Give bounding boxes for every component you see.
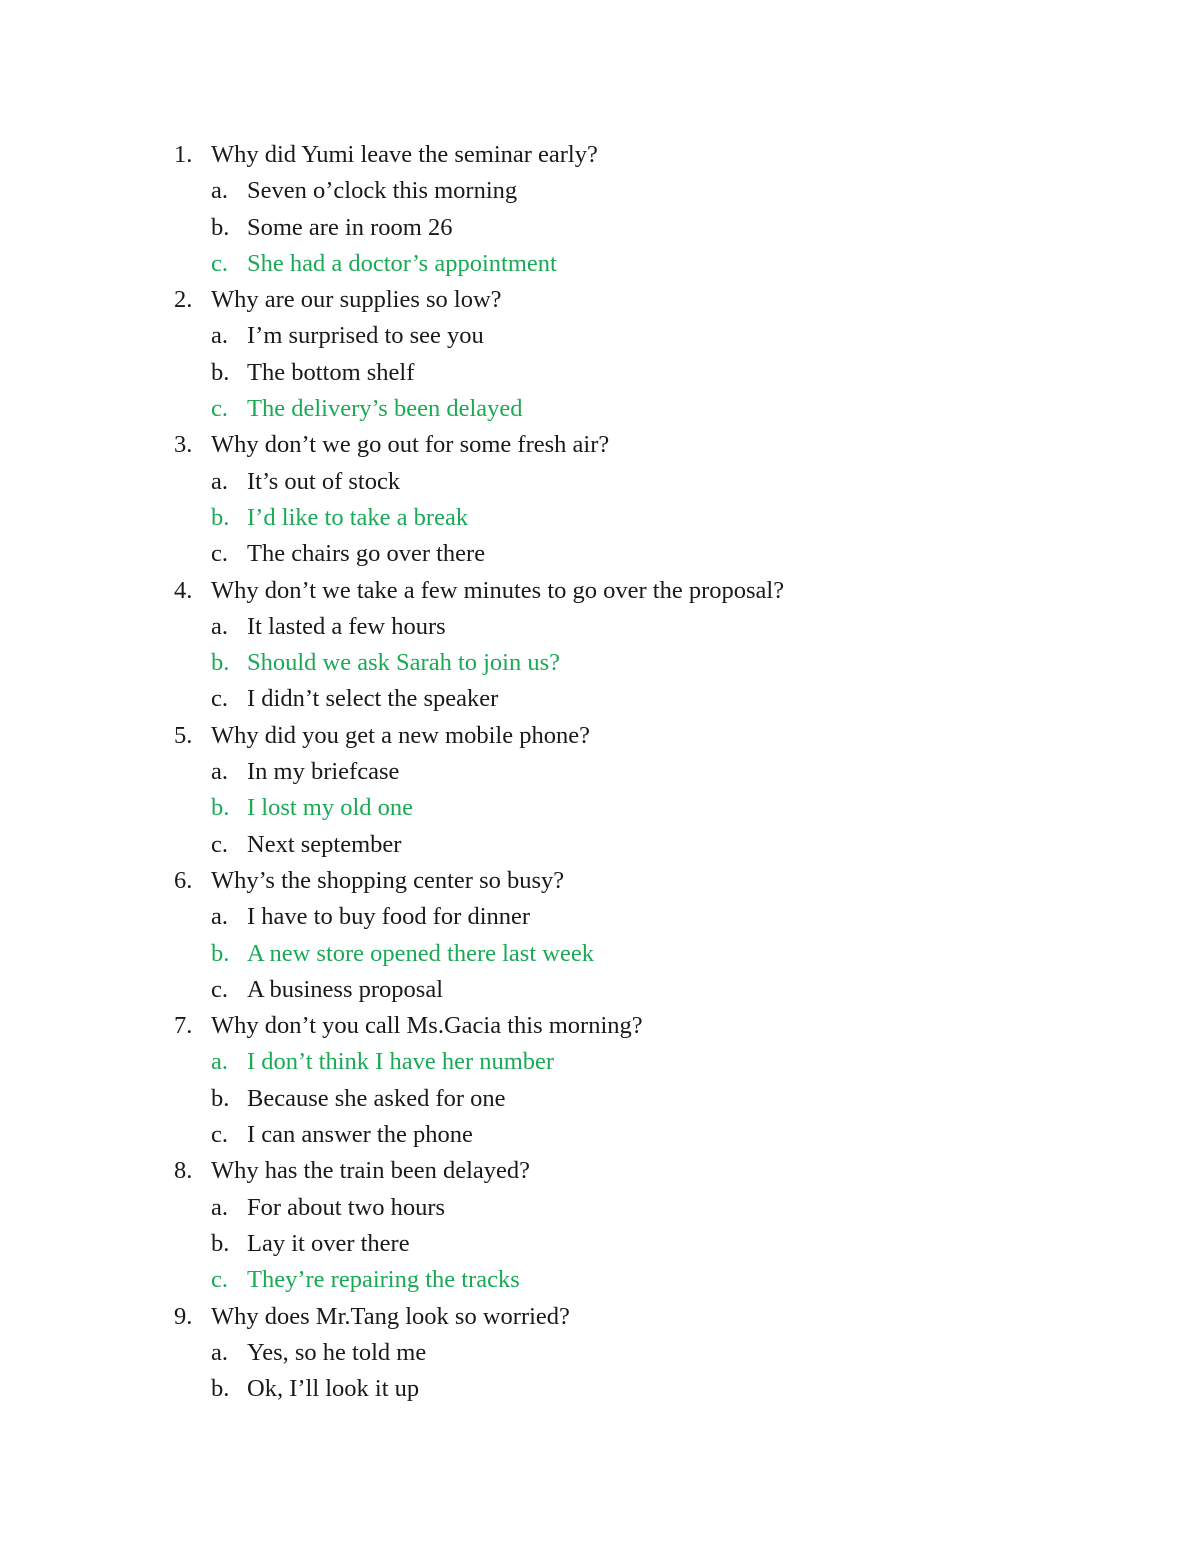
answer-option-correct (0, 936, 1200, 972)
answer-option (0, 1081, 1200, 1117)
question-text: Why don’t you call Ms.Gacia this morning? (211, 1012, 643, 1040)
option-letter: a. (211, 177, 228, 205)
option-text: I lost my old one (247, 794, 414, 822)
answer-option (0, 899, 1200, 935)
option-letter: b. (211, 1084, 230, 1112)
answer-option-correct (0, 246, 1200, 282)
option-text: Some are in room 26 (247, 213, 453, 241)
option-letter: a. (211, 322, 228, 350)
answer-option (0, 681, 1200, 717)
option-letter: a. (211, 467, 228, 495)
option-text: Yes, so he told me (247, 1338, 427, 1366)
question-7 (0, 1008, 1200, 1044)
question-text: Why don’t we take a few minutes to go over the proposal? (211, 576, 785, 604)
option-letter: a. (211, 612, 228, 640)
question-number: 1. (174, 141, 193, 168)
question-text: Why’s the shopping center so busy? (211, 866, 565, 894)
option-text: Should we ask Sarah to join us? (247, 649, 561, 677)
question-number: 8. (174, 1157, 193, 1185)
question-5 (0, 718, 1200, 754)
option-text: She had a doctor’s appointment (247, 249, 557, 277)
question-number: 7. (174, 1012, 193, 1040)
question-text: Why did you get a new mobile phone? (211, 721, 590, 749)
answer-option (0, 1226, 1200, 1262)
question-6 (0, 863, 1200, 899)
option-text: Next september (247, 830, 402, 858)
option-text: Lay it over there (247, 1229, 410, 1257)
answer-option (0, 536, 1200, 572)
question-text: Why has the train been delayed? (211, 1157, 531, 1185)
answer-option (0, 1335, 1200, 1371)
option-letter: b. (211, 503, 230, 531)
answer-option (0, 210, 1200, 246)
option-letter: a. (211, 1048, 228, 1076)
option-text: In my briefcase (247, 758, 400, 786)
option-letter: b. (211, 213, 230, 241)
answer-option-correct (0, 1044, 1200, 1080)
option-letter: c. (211, 1121, 228, 1149)
option-letter: b. (211, 794, 230, 822)
answer-option (0, 972, 1200, 1008)
option-text: Ok, I’ll look it up (247, 1375, 420, 1403)
option-letter: b. (211, 1229, 230, 1257)
answer-option (0, 609, 1200, 645)
question-8 (0, 1153, 1200, 1189)
answer-option (0, 464, 1200, 500)
question-text: Why does Mr.Tang look so worried? (211, 1302, 570, 1330)
option-text: The delivery’s been delayed (247, 395, 523, 423)
answer-option-correct (0, 1262, 1200, 1298)
answer-option (0, 355, 1200, 391)
answer-option-correct (0, 790, 1200, 826)
answer-option (0, 754, 1200, 790)
question-number: 9. (174, 1302, 193, 1330)
option-letter: c. (211, 830, 228, 858)
question-number: 6. (174, 866, 193, 894)
option-letter: a. (211, 903, 228, 931)
question-number: 5. (174, 721, 193, 749)
option-text: Seven o’clock this morning (247, 177, 518, 205)
option-letter: b. (211, 1375, 230, 1403)
option-text: They’re repairing the tracks (247, 1266, 520, 1294)
question-3 (0, 427, 1200, 463)
answer-option (0, 1190, 1200, 1226)
option-letter: a. (211, 758, 228, 786)
option-letter: c. (211, 540, 228, 568)
question-number: 3. (174, 431, 193, 459)
question-number: 4. (174, 576, 193, 604)
option-letter: b. (211, 358, 230, 386)
question-9 (0, 1299, 1200, 1335)
answer-option (0, 1371, 1200, 1407)
question-text: Why don’t we go out for some fresh air? (211, 431, 610, 459)
option-letter: c. (211, 249, 228, 277)
answer-option (0, 1117, 1200, 1153)
option-letter: c. (211, 395, 228, 423)
option-text: The bottom shelf (247, 358, 415, 386)
answer-option (0, 173, 1200, 209)
answer-option-correct (0, 500, 1200, 536)
answer-option-correct (0, 645, 1200, 681)
option-text: I have to buy food for dinner (247, 903, 531, 931)
option-text: A business proposal (247, 975, 443, 1003)
option-text: I didn’t select the speaker (247, 685, 499, 713)
option-letter: a. (211, 1193, 228, 1221)
answer-option (0, 827, 1200, 863)
option-text: The chairs go over there (247, 540, 486, 568)
question-2 (0, 282, 1200, 318)
option-text: A new store opened there last week (247, 939, 594, 967)
question-number: 2. (174, 286, 193, 314)
option-letter: c. (211, 1266, 228, 1294)
option-letter: b. (211, 649, 230, 677)
option-text: It’s out of stock (247, 467, 401, 495)
option-text: I can answer the phone (247, 1121, 473, 1149)
option-text: I don’t think I have her number (247, 1048, 555, 1076)
option-text: I’d like to take a break (247, 503, 469, 531)
question-list (0, 137, 1200, 1407)
answer-option (0, 318, 1200, 354)
question-text: Why did Yumi leave the seminar early? (211, 141, 598, 168)
question-4 (0, 573, 1200, 609)
option-letter: c. (211, 685, 228, 713)
question-text: Why are our supplies so low? (211, 286, 502, 314)
option-letter: c. (211, 975, 228, 1003)
option-letter: b. (211, 939, 230, 967)
option-letter: a. (211, 1338, 228, 1366)
option-text: For about two hours (247, 1193, 446, 1221)
option-text: Because she asked for one (247, 1084, 506, 1112)
option-text: I’m surprised to see you (247, 322, 484, 350)
question-1 (0, 137, 1200, 173)
option-text: It lasted a few hours (247, 612, 446, 640)
answer-option-correct (0, 391, 1200, 427)
